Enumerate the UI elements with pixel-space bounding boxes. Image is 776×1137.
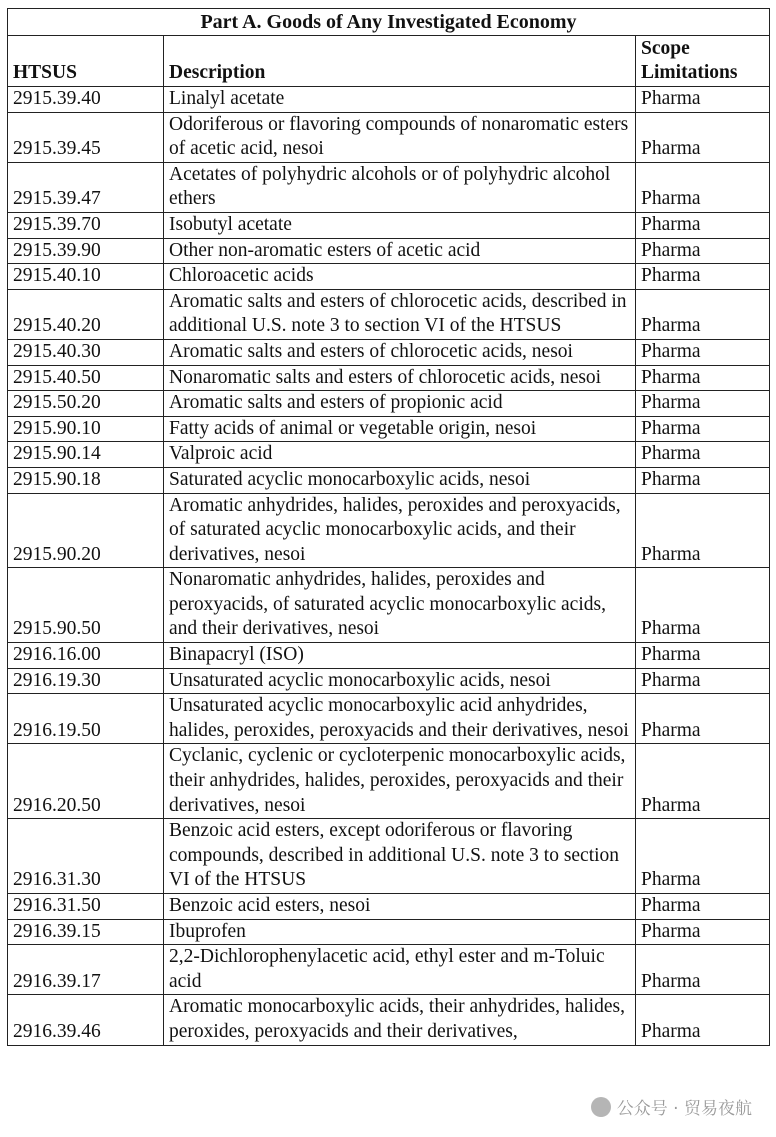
description-cell: Nonaromatic salts and esters of chlorocetic acids, nesoi — [164, 365, 636, 391]
header-htsus: HTSUS — [8, 36, 164, 87]
hts-code-cell: 2915.90.20 — [8, 493, 164, 568]
scope-cell: Pharma — [636, 995, 770, 1045]
scope-cell: Pharma — [636, 467, 770, 493]
description-cell: Aromatic salts and esters of chlorocetic acids, nesoi — [164, 339, 636, 365]
scope-cell: Pharma — [636, 264, 770, 290]
scope-cell: Pharma — [636, 391, 770, 417]
table-row — [8, 289, 770, 339]
scope-cell: Pharma — [636, 694, 770, 744]
table-row — [8, 391, 770, 417]
table-row — [8, 365, 770, 391]
scope-cell: Pharma — [636, 112, 770, 162]
description-cell: Benzoic acid esters, nesoi — [164, 894, 636, 920]
description-cell: Benzoic acid esters, except odoriferous or flavoring compounds, described in additional U.S. note 3 to section VI of the HTSUS — [164, 819, 636, 894]
scope-cell: Pharma — [636, 568, 770, 643]
description-cell: Aromatic anhydrides, halides, peroxides and peroxyacids, of saturated acyclic monocarboxylic acids, and their derivatives, nesoi — [164, 493, 636, 568]
table-row — [8, 694, 770, 744]
hts-code-cell: 2916.16.00 — [8, 643, 164, 669]
table-row — [8, 945, 770, 995]
hts-code-cell: 2915.50.20 — [8, 391, 164, 417]
hts-code-cell: 2915.40.20 — [8, 289, 164, 339]
hts-code-cell: 2916.39.46 — [8, 995, 164, 1045]
description-cell: Saturated acyclic monocarboxylic acids, nesoi — [164, 467, 636, 493]
description-cell: Odoriferous or flavoring compounds of nonaromatic esters of acetic acid, nesoi — [164, 112, 636, 162]
table-row — [8, 264, 770, 290]
table-row — [8, 162, 770, 212]
table-row — [8, 339, 770, 365]
table-row — [8, 493, 770, 568]
document-page — [7, 8, 769, 1046]
description-cell: 2,2-Dichlorophenylacetic acid, ethyl ester and m-Toluic acid — [164, 945, 636, 995]
scope-cell: Pharma — [636, 744, 770, 819]
table-title-row — [8, 9, 770, 36]
scope-cell: Pharma — [636, 668, 770, 694]
scope-cell: Pharma — [636, 819, 770, 894]
hts-code-cell: 2915.90.14 — [8, 442, 164, 468]
hts-code-cell: 2915.40.50 — [8, 365, 164, 391]
hts-code-cell: 2916.19.30 — [8, 668, 164, 694]
scope-cell: Pharma — [636, 493, 770, 568]
hts-code-cell: 2915.40.30 — [8, 339, 164, 365]
description-cell: Nonaromatic anhydrides, halides, peroxides and peroxyacids, of saturated acyclic monocarboxylic acids, and their derivatives, nesoi — [164, 568, 636, 643]
scope-cell: Pharma — [636, 416, 770, 442]
table-row — [8, 819, 770, 894]
table-row — [8, 87, 770, 113]
scope-cell: Pharma — [636, 162, 770, 212]
column-header-row — [8, 36, 770, 87]
hts-code-cell: 2915.39.70 — [8, 212, 164, 238]
description-cell: Other non-aromatic esters of acetic acid — [164, 238, 636, 264]
table-row — [8, 416, 770, 442]
scope-cell: Pharma — [636, 365, 770, 391]
scope-cell: Pharma — [636, 339, 770, 365]
header-scope-limitations: Scope Limitations — [636, 36, 770, 87]
scope-cell: Pharma — [636, 442, 770, 468]
hts-code-cell: 2915.39.47 — [8, 162, 164, 212]
hts-code-cell: 2916.39.15 — [8, 919, 164, 945]
hts-code-cell: 2916.31.50 — [8, 894, 164, 920]
hts-code-cell: 2915.40.10 — [8, 264, 164, 290]
table-body — [8, 87, 770, 1046]
hts-code-cell: 2916.39.17 — [8, 945, 164, 995]
scope-cell: Pharma — [636, 212, 770, 238]
part-title: Part A. Goods of Any Investigated Economy — [8, 9, 770, 36]
header-description: Description — [164, 36, 636, 87]
hts-code-cell: 2915.39.45 — [8, 112, 164, 162]
description-cell: Unsaturated acyclic monocarboxylic acid anhydrides, halides, peroxides, peroxyacids and their derivatives, nesoi — [164, 694, 636, 744]
hts-code-cell: 2916.20.50 — [8, 744, 164, 819]
hts-code-cell: 2915.90.18 — [8, 467, 164, 493]
table-row — [8, 668, 770, 694]
table-row — [8, 238, 770, 264]
scope-cell: Pharma — [636, 919, 770, 945]
description-cell: Fatty acids of animal or vegetable origin, nesoi — [164, 416, 636, 442]
description-cell: Chloroacetic acids — [164, 264, 636, 290]
description-cell: Aromatic salts and esters of chlorocetic acids, described in additional U.S. note 3 to section VI of the HTSUS — [164, 289, 636, 339]
description-cell: Isobutyl acetate — [164, 212, 636, 238]
htsus-table — [7, 8, 770, 1046]
table-row — [8, 212, 770, 238]
description-cell: Valproic acid — [164, 442, 636, 468]
hts-code-cell: 2915.90.10 — [8, 416, 164, 442]
table-row — [8, 568, 770, 643]
table-row — [8, 467, 770, 493]
description-cell: Unsaturated acyclic monocarboxylic acids, nesoi — [164, 668, 636, 694]
scope-cell: Pharma — [636, 643, 770, 669]
scope-cell: Pharma — [636, 238, 770, 264]
table-row — [8, 894, 770, 920]
scope-cell: Pharma — [636, 87, 770, 113]
wechat-icon — [591, 1097, 611, 1117]
hts-code-cell: 2916.31.30 — [8, 819, 164, 894]
table-row — [8, 112, 770, 162]
hts-code-cell: 2916.19.50 — [8, 694, 164, 744]
scope-cell: Pharma — [636, 894, 770, 920]
description-cell: Linalyl acetate — [164, 87, 636, 113]
hts-code-cell: 2915.39.90 — [8, 238, 164, 264]
scope-cell: Pharma — [636, 289, 770, 339]
description-cell: Binapacryl (ISO) — [164, 643, 636, 669]
watermark — [591, 1094, 752, 1119]
scope-cell: Pharma — [636, 945, 770, 995]
description-cell: Ibuprofen — [164, 919, 636, 945]
description-cell: Cyclanic, cyclenic or cycloterpenic monocarboxylic acids, their anhydrides, halides, peroxides, peroxyacids and their derivatives, nesoi — [164, 744, 636, 819]
table-row — [8, 744, 770, 819]
table-row — [8, 919, 770, 945]
table-row — [8, 995, 770, 1045]
description-cell: Aromatic monocarboxylic acids, their anhydrides, halides, peroxides, peroxyacids and their derivatives, — [164, 995, 636, 1045]
description-cell: Aromatic salts and esters of propionic acid — [164, 391, 636, 417]
watermark-text: 公众号 · 贸易夜航 — [616, 1099, 752, 1119]
description-cell: Acetates of polyhydric alcohols or of polyhydric alcohol ethers — [164, 162, 636, 212]
hts-code-cell: 2915.39.40 — [8, 87, 164, 113]
hts-code-cell: 2915.90.50 — [8, 568, 164, 643]
table-row — [8, 442, 770, 468]
table-row — [8, 643, 770, 669]
